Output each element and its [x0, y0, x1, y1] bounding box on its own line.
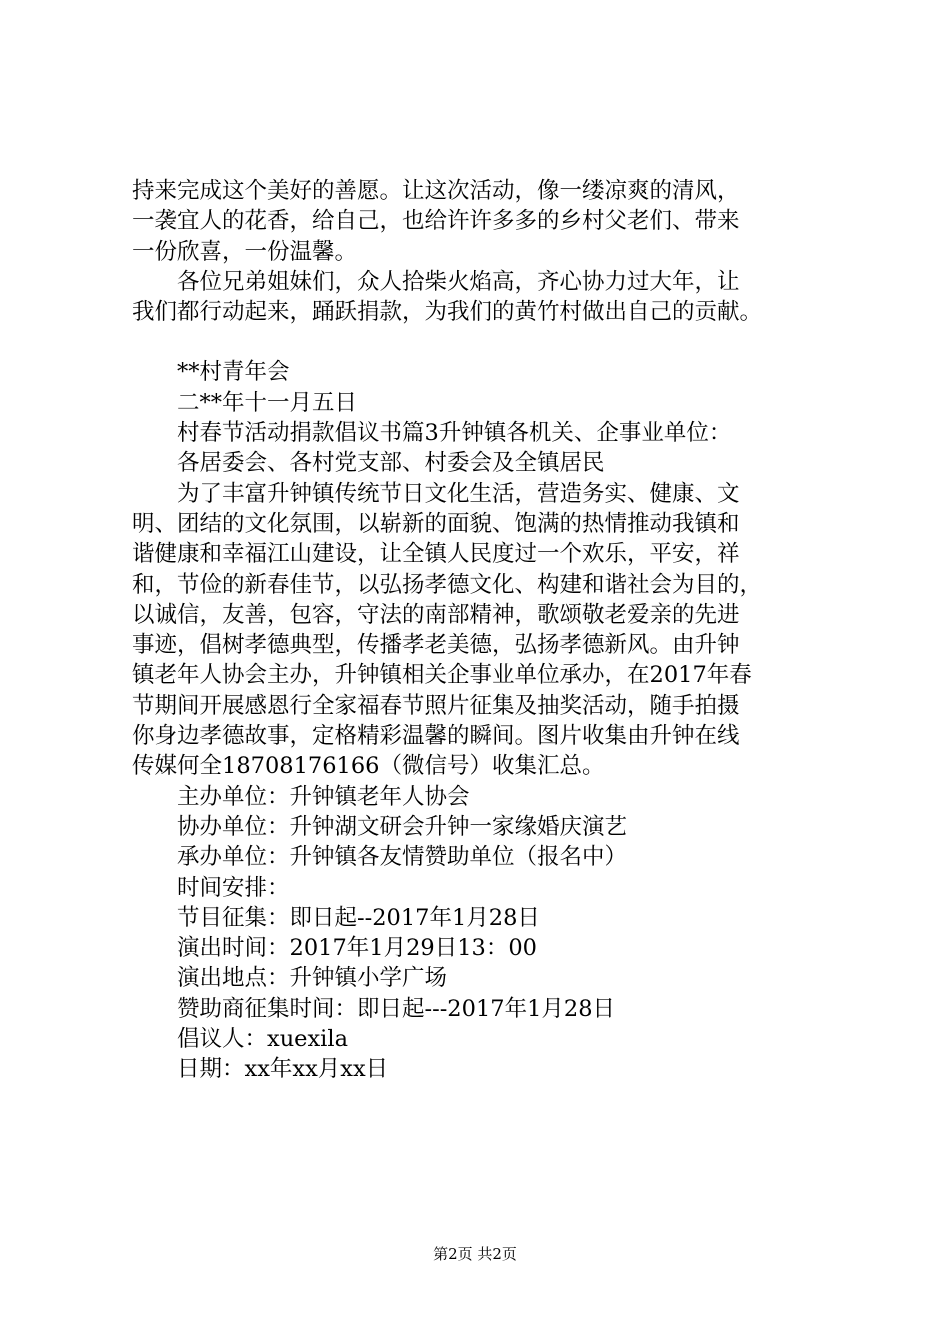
- detail-sponsor-collection: 赞助商征集时间：即日起---2017年1月28日: [177, 995, 616, 1022]
- text-line: 持来完成这个美好的善愿。让这次活动，像一缕凉爽的清风，: [132, 178, 740, 204]
- paragraph-spacer: [132, 327, 822, 357]
- text-line: 传媒何全18708176166（微信号）收集汇总。: [132, 753, 605, 780]
- section-title: 村春节活动捐款倡议书篇3升钟镇各机关、企事业单位：: [177, 420, 732, 447]
- detail-initiator: 倡议人：xuexila: [177, 1026, 348, 1053]
- text-line: 事迹，倡树孝德典型，传播孝老美德，弘扬孝德新风。由升钟: [132, 632, 740, 659]
- detail-organizer: 主办单位：升钟镇老年人协会: [177, 783, 470, 810]
- event-details-list: [132, 782, 822, 1085]
- paragraph-call-to-action: [132, 267, 822, 328]
- text-line: 镇老年人协会主办，升钟镇相关企事业单位承办，在2017年春: [132, 662, 752, 689]
- text-line: 你身边孝德故事，定格精彩温馨的瞬间。图片收集由升钟在线: [132, 723, 740, 750]
- text-line: 谐健康和幸福江山建设，让全镇人民度过一个欢乐，平安，祥: [132, 541, 740, 568]
- detail-performance-time: 演出时间：2017年1月29日13：00: [177, 935, 537, 962]
- signature-date: 二**年十一月五日: [177, 389, 358, 416]
- detail-program-collection: 节目征集：即日起--2017年1月28日: [177, 904, 540, 931]
- text-line: 各位兄弟姐妹们，众人拾柴火焰高，齐心协力过大年，让: [177, 268, 740, 295]
- detail-date: 日期：xx年xx月xx日: [177, 1056, 389, 1083]
- text-line: 节期间开展感恩行全家福春节照片征集及抽奖活动，随手拍摄: [132, 692, 740, 719]
- text-line: 明、团结的文化氛围，以崭新的面貌、饱满的热情推动我镇和: [132, 510, 740, 537]
- text-line: 我们都行动起来，踊跃捐款，为我们的黄竹村做出自己的贡献。: [132, 299, 763, 326]
- paragraph-event-description: [132, 479, 822, 782]
- paragraph-closing-wish: [132, 176, 822, 267]
- document-body: [132, 176, 822, 1085]
- text-line: 一袭宜人的花香，给自己，也给许许多多的乡村父老们、带来: [132, 208, 740, 235]
- text-line: 以诚信，友善，包容，守法的南部精神，歌颂敬老爱亲的先进: [132, 601, 740, 628]
- signature-organization: **村青年会: [177, 359, 290, 386]
- addressees: 各居委会、各村党支部、村委会及全镇居民: [177, 450, 605, 477]
- detail-co-organizer: 协办单位：升钟湖文研会升钟一家缘婚庆演艺: [177, 813, 628, 840]
- text-line: 一份欣喜，一份温馨。: [132, 238, 358, 265]
- detail-schedule-heading: 时间安排：: [177, 874, 290, 901]
- detail-undertaker: 承办单位：升钟镇各友情赞助单位（报名中）: [177, 844, 628, 871]
- text-line: 和，节俭的新春佳节，以弘扬孝德文化、构建和谐社会为目的，: [132, 571, 763, 598]
- text-line: 为了丰富升钟镇传统节日文化生活，营造务实、健康、文: [177, 480, 740, 507]
- page-footer: 第2页 共2页: [433, 1245, 517, 1263]
- detail-performance-venue: 演出地点：升钟镇小学广场: [177, 965, 448, 992]
